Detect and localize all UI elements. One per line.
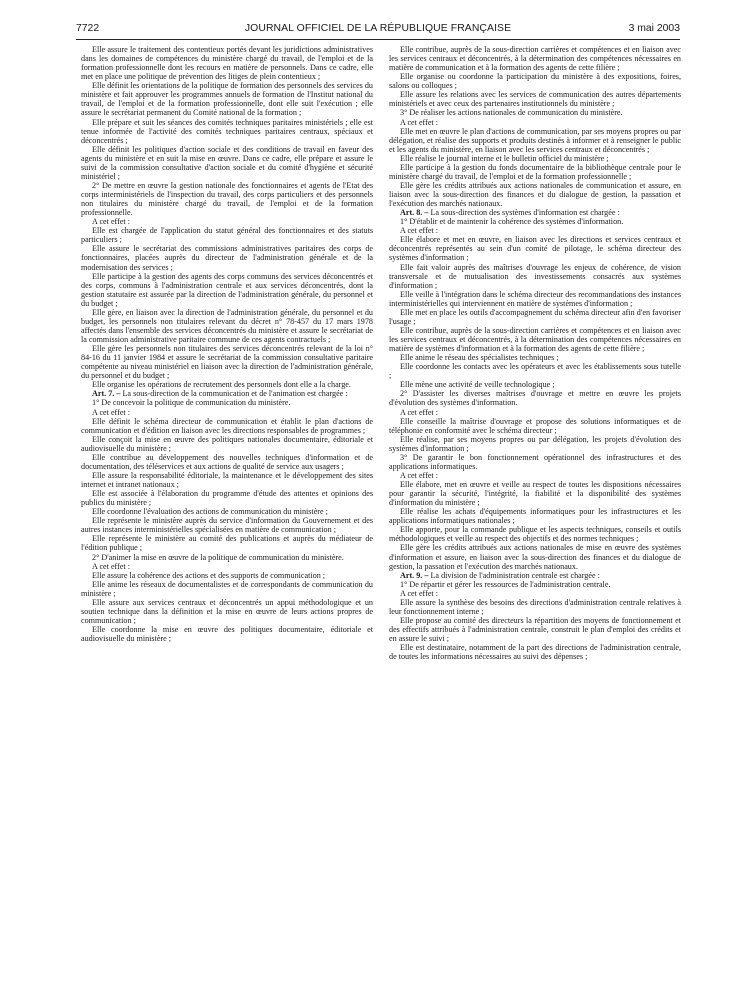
- paragraph: [389, 616, 681, 643]
- paragraph: [81, 380, 373, 389]
- paragraph: [81, 435, 373, 453]
- paragraph-text: Elle conseille la maîtrise d'ouvrage et propose des solutions informatiques et de téléphonie en conformité avec le schéma directeur ;: [389, 416, 681, 435]
- paragraph: [389, 471, 681, 480]
- paragraph: [389, 389, 681, 407]
- paragraph: [389, 90, 681, 108]
- paragraph: [81, 571, 373, 580]
- paragraph: [81, 625, 373, 643]
- article-heading: Art. 9. –: [400, 570, 429, 580]
- paragraph: [389, 326, 681, 353]
- paragraph-text: A cet effet :: [92, 561, 130, 571]
- paragraph: [389, 380, 681, 389]
- paragraph-text: Elle participe à la gestion des agents des corps communs des services déconcentrés et des corps, communs à l'administration centrale et aux services déconcentrés, dont la gestion statutaire est assurée par la direction de l'administration générale, du personnel et du budget ;: [81, 271, 373, 308]
- paragraph-text: Elle prépare et suit les séances des comités techniques paritaires ministériels ; elle est tenue informée de l'activité des comités techniques paritaires centraux, spéciaux et déconcentrés ;: [81, 117, 373, 145]
- paragraph: [81, 181, 373, 217]
- paragraph: [389, 108, 681, 117]
- paragraph-text: Elle assure le traitement des contentieux portés devant les juridictions administratives dans les domaines de compétences du ministère chargé du travail, de l'emploi et de la formation professionnelle dont les recours en matière de personnels. Dans ce cadre, elle met en place une politique de prévention des litiges de plein contentieux ;: [81, 45, 373, 82]
- journal-title: JOURNAL OFFICIEL DE LA RÉPUBLIQUE FRANÇAISE: [244, 23, 512, 34]
- paragraph: [389, 127, 681, 154]
- paragraph-text: Elle coordonne les contacts avec les opérateurs et avec les établissements sous tutelle ;: [389, 362, 681, 381]
- paragraph-text: A cet effet :: [92, 217, 130, 227]
- header-rule: [76, 39, 680, 40]
- paragraph: [389, 45, 681, 72]
- paragraph: [81, 408, 373, 417]
- paragraph: [389, 118, 681, 127]
- paragraph-text: 2° De mettre en œuvre la gestion nationale des fonctionnaires et agents de l'Etat des corps interministériels de l'inspection du travail, des corps particuliers et des personnels non titulaires du ministère chargé du travail, de l'emploi et de la formation professionnelle.: [81, 180, 373, 218]
- paragraph: [81, 398, 373, 407]
- paragraph-text: 1° De concevoir la politique de communication du ministère.: [92, 398, 291, 408]
- paragraph: [389, 598, 681, 616]
- left-column: [81, 45, 373, 643]
- paragraph: [389, 435, 681, 453]
- paragraph-text: Elle gère, en liaison avec la direction de l'administration générale, du personnel et du budget, les personnels non titulaires relevant du décret n° 78-457 du 17 mars 1978 affectés dans l'ensemble des services déconcentrés du ministère et assure le secrétariat de la commission administrative paritaire commune de ces agents contractuels ;: [81, 307, 373, 344]
- paragraph: [81, 344, 373, 380]
- paragraph: [81, 453, 373, 471]
- paragraph-text: Elle apporte, pour la commande publique et les aspects techniques, conseils et outils méthodologiques et veille au respect des objectifs et des normes techniques ;: [389, 525, 681, 544]
- page-header: [76, 23, 680, 39]
- paragraph: [81, 118, 373, 145]
- paragraph-text: Elle réalise le journal interne et le bulletin officiel du ministère ;: [400, 153, 609, 163]
- paragraph: [389, 263, 681, 290]
- paragraph: [81, 534, 373, 552]
- paragraph: [389, 290, 681, 308]
- paragraph: [81, 489, 373, 507]
- paragraph-text: Elle réalise, par ses moyens propres ou par délégation, les projets d'évolution des systèmes d'information ;: [389, 434, 681, 453]
- paragraph-text: Elle participe à la gestion du fonds documentaire de la bibliothèque centrale pour le ministère chargé du travail, de l'emploi et de la formation professionnelle ;: [389, 162, 681, 181]
- paragraph: [389, 571, 681, 580]
- paragraph: [389, 408, 681, 417]
- paragraph-text: Elle met en œuvre le plan d'actions de communication, par ses moyens propres ou par délégation, et réalise des supports et produits destinés à informer et à renseigner le public et les agents du ministère, en liaison avec les services centraux et déconcentrés ;: [389, 126, 681, 154]
- paragraph: [389, 235, 681, 262]
- paragraph-text: Elle coordonne la mise en œuvre des politiques documentaire, éditoriale et audiovisuelle du ministère ;: [81, 625, 373, 644]
- paragraph: [81, 389, 373, 398]
- paragraph-text: Elle est destinataire, notamment de la part des directions de l'administration centrale, de toutes les informations nécessaires au suivi des dépenses ;: [389, 643, 681, 662]
- paragraph: [389, 580, 681, 589]
- paragraph: [81, 516, 373, 534]
- paragraph-text: Elle anime le réseau des spécialistes techniques ;: [400, 353, 559, 363]
- paragraph-text: Elle assure le secrétariat des commissions administratives paritaires des corps de fonctionnaires, placées auprès du directeur de l'administration générale et de la modernisation des services ;: [81, 244, 373, 272]
- paragraph: [81, 81, 373, 117]
- paragraph-text: Elle contribue, auprès de la sous-direction carrières et compétences et en liaison avec les services centraux et déconcentrés, à la détermination des compétences nécessaires en matière de communication et à la formation des agents de cette filière ;: [389, 45, 681, 73]
- article-heading: Art. 7. –: [92, 389, 121, 399]
- paragraph-text: Elle gère les crédits attribués aux actions nationales de communication et assure, en liaison avec la sous-direction des finances et du dialogue de gestion, la passation et l'exécution des marchés nationaux.: [389, 180, 681, 209]
- paragraph-text: A cet effet :: [400, 407, 438, 417]
- paragraph: [389, 362, 681, 380]
- paragraph-text: Elle propose au comité des directeurs la répartition des moyens de fonctionnement et des effectifs attribués à l'administration centrale, construit le plan d'emploi des crédits et en assure le suivi ;: [389, 615, 681, 644]
- paragraph-text: Elle organise les opérations de recrutement des personnels dont elle a la charge.: [92, 380, 351, 390]
- paragraph-text: Elle réalise les achats d'équipements informatiques pour les infrastructures et les applications informatiques nationales ;: [389, 507, 681, 526]
- paragraph-text: Elle conçoit la mise en œuvre des politiques nationales documentaire, éditoriale et audiovisuelle du ministère ;: [81, 434, 373, 453]
- paragraph: [389, 643, 681, 661]
- paragraph: [389, 217, 681, 226]
- paragraph: [81, 45, 373, 81]
- paragraph: [389, 226, 681, 235]
- paragraph: [81, 598, 373, 625]
- paragraph-text: Elle définit les orientations de la politique de formation des personnels des services du ministère et fait approuver les programmes annuels de formation de l'Institut national du travail, de l'emploi et de la formation professionnelle, dont elle suit l'exécution ; elle assure le secrétariat permanent du Comité national de la formation ;: [81, 81, 373, 118]
- paragraph-text: Elle assure la cohérence des actions et des supports de communication ;: [92, 570, 326, 580]
- paragraph-text: Elle organise ou coordonne la participation du ministère à des expositions, foires, salons ou colloques ;: [389, 72, 681, 91]
- paragraph: [389, 353, 681, 362]
- paragraph: [389, 308, 681, 326]
- paragraph-text: A cet effet :: [400, 117, 438, 127]
- paragraph-text: 1° D'établir et de maintenir la cohérence des systèmes d'information.: [400, 217, 624, 227]
- paragraph: [389, 453, 681, 471]
- paragraph-text: A cet effet :: [400, 470, 438, 480]
- paragraph-text: Elle coordonne l'évaluation des actions de communication du ministère ;: [92, 507, 328, 517]
- paragraph: [81, 471, 373, 489]
- paragraph-text: 3° De garantir le bon fonctionnement opérationnel des infrastructures et des applications informatiques.: [389, 452, 681, 471]
- paragraph-text: Elle est chargée de l'application du statut général des fonctionnaires et des statuts particuliers ;: [81, 226, 373, 245]
- paragraph-text: La sous-direction des systèmes d'information est chargée :: [428, 208, 620, 218]
- paragraph-text: Elle assure la synthèse des besoins des directions d'administration centrale relatives à leur fonctionnement interne ;: [389, 597, 681, 616]
- paragraph-text: Elle représente le ministère auprès du service d'information du Gouvernement et des autres instances interministérielles spécialisées en matière de communication ;: [81, 516, 373, 535]
- paragraph-text: Elle assure la responsabilité éditoriale, la maintenance et le développement des sites internet et intranet nationaux ;: [81, 470, 373, 489]
- paragraph: [81, 553, 373, 562]
- paragraph-text: Elle est associée à l'élaboration du programme d'étude des attentes et opinions des publics du ministère ;: [81, 489, 373, 508]
- paragraph-text: Elle contribue au développement des nouvelles techniques d'information et de documentation, des téléservices et aux actions de qualité de service aux usagers ;: [81, 452, 373, 471]
- paragraph: [81, 308, 373, 344]
- paragraph-text: Elle met en place les outils d'accompagnement du schéma directeur afin d'en favoriser l'usage ;: [389, 307, 681, 326]
- paragraph: [81, 145, 373, 181]
- paragraph-text: A cet effet :: [400, 226, 438, 236]
- paragraph-text: Elle fait valoir auprès des maîtrises d'ouvrage les enjeux de cohérence, de vision transversale et de mutualisation des investissements consacrés aux systèmes d'information ;: [389, 262, 681, 290]
- paragraph-text: La sous-direction de la communication et de l'animation est chargée :: [120, 389, 348, 399]
- paragraph: [389, 163, 681, 181]
- paragraph-text: A cet effet :: [400, 588, 438, 598]
- paragraph-text: La division de l'administration centrale est chargée :: [428, 570, 600, 580]
- publication-date: 3 mai 2003: [628, 23, 680, 34]
- paragraph: [389, 417, 681, 435]
- paragraph: [389, 181, 681, 208]
- article-heading: Art. 8. –: [400, 208, 429, 218]
- paragraph: [389, 589, 681, 598]
- paragraph-text: Elle assure les relations avec les services de communication des autres départements ministériels et avec ceux des partenaires institutionnels du ministère ;: [389, 90, 681, 109]
- paragraph: [389, 507, 681, 525]
- paragraph-text: A cet effet :: [92, 407, 130, 417]
- paragraph: [81, 507, 373, 516]
- paragraph: [81, 226, 373, 244]
- paragraph: [81, 562, 373, 571]
- paragraph-text: Elle définit le schéma directeur de communication et établit le plan d'actions de communication et d'édition en liaison avec les directions responsables de programmes ;: [81, 416, 373, 435]
- paragraph-text: Elle assure aux services centraux et déconcentrés un appui méthodologique et un soutien technique dans la définition et la mise en œuvre de leurs actions propres de communication ;: [81, 597, 373, 625]
- paragraph: [81, 244, 373, 271]
- paragraph: [389, 543, 681, 570]
- paragraph-text: 3° De réaliser les actions nationales de communication du ministère.: [400, 108, 623, 118]
- paragraph-text: Elle gère les personnels non titulaires des services déconcentrés relevant de la loi n° 84-16 du 11 janvier 1984 et assure le secrétariat de la commission consultative paritaire compétente au niveau ministériel en liaison avec la direction de l'administration générale, du personnel et du budget ;: [81, 344, 373, 381]
- paragraph: [389, 525, 681, 543]
- page-number: 7722: [76, 23, 100, 34]
- paragraph-text: Elle veille à l'intégration dans le schéma directeur des recommandations des instances interministérielles qui interviennent en matière de systèmes d'information ;: [389, 289, 681, 308]
- paragraph-text: Elle élabore, met en œuvre et veille au respect de toutes les dispositions nécessaires pour garantir la sécurité, l'intégrité, la fiabilité et la disponibilité des systèmes d'information du ministère ;: [389, 480, 681, 508]
- paragraph-text: Elle mène une activité de veille technologique ;: [400, 380, 555, 390]
- paragraph-text: 1° De répartir et gérer les ressources de l'administration centrale.: [400, 579, 611, 589]
- paragraph-text: Elle gère les crédits attribués aux actions nationales de mise en œuvre des systèmes d'information et assure, en liaison avec la sous-direction des finances et du dialogue de gestion, la passation et l'exécution des marchés nationaux.: [389, 543, 681, 571]
- paragraph: [389, 72, 681, 90]
- paragraph-text: Elle représente le ministère au comité des publications et auprès du médiateur de l'édition publique ;: [81, 534, 373, 553]
- paragraph: [389, 154, 681, 163]
- right-column: [389, 45, 681, 661]
- paragraph: [81, 580, 373, 598]
- paragraph: [389, 480, 681, 507]
- paragraph: [81, 417, 373, 435]
- paragraph: [389, 208, 681, 217]
- paragraph-text: Elle contribue, auprès de la sous-direction carrières et compétences et en liaison avec les services centraux et déconcentrés, à la détermination des compétences nécessaires en matière de systèmes d'information et à la formation des agents de cette filière ;: [389, 325, 681, 354]
- paragraph: [81, 217, 373, 226]
- paragraph: [81, 272, 373, 308]
- paragraph-text: Elle anime les réseaux de documentalistes et de correspondants de communication du ministère ;: [81, 579, 373, 598]
- paragraph-text: Elle élabore et met en œuvre, en liaison avec les directions et services centraux et déconcentrés représentés au sein d'un comité de pilotage, le schéma directeur des systèmes d'information ;: [389, 235, 681, 263]
- paragraph-text: 2° D'animer la mise en œuvre de la politique de communication du ministère.: [92, 552, 344, 562]
- paragraph-text: Elle définit les politiques d'action sociale et des conditions de travail en faveur des agents du ministère et en suit la mise en œuvre. Dans ce cadre, elle prépare et assure le suivi de la commission consultative d'action sociale et du comité d'hygiène et sécurité ministériel ;: [81, 144, 373, 181]
- paragraph-text: 2° D'assister les diverses maîtrises d'ouvrage et mettre en œuvre les projets d'évolution des systèmes d'information.: [389, 389, 681, 408]
